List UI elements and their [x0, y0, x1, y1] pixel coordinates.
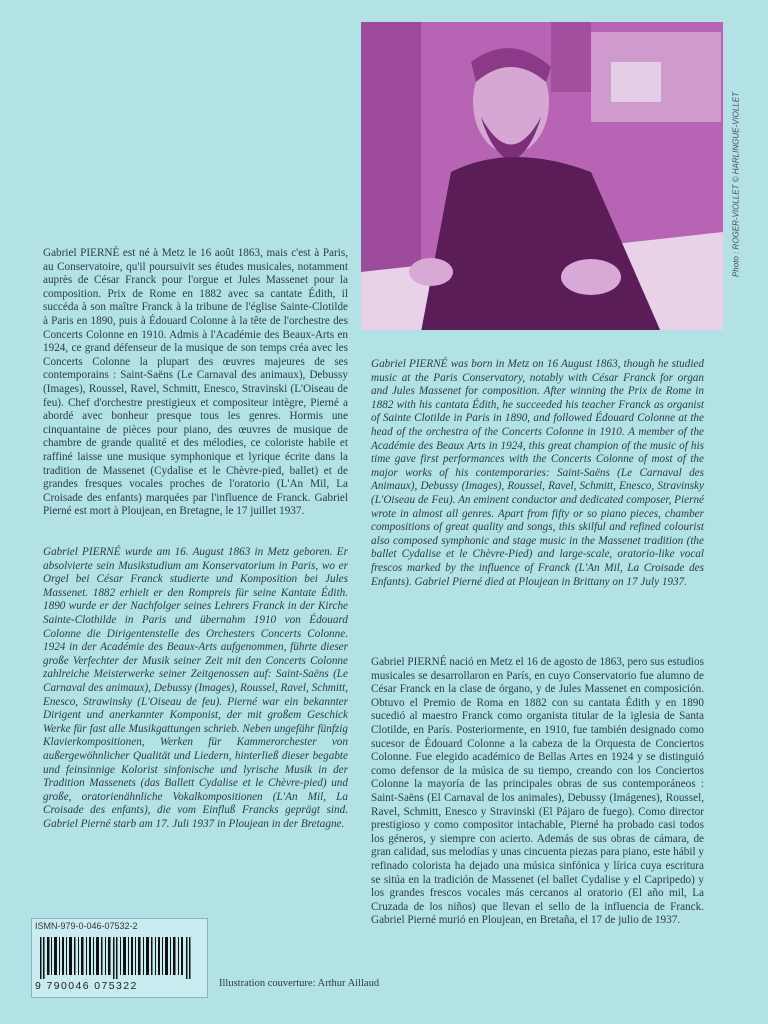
spanish-biography: Gabriel PIERNÉ nació en Metz el 16 de agosto de 1863, pero sus estudios musicales se desarrollaron en París, en cuyo Conservatorio fue alumno de César Franck en la clase de órgano, y de Jules Massenet en composición. Obtuvo el Premio de Roma en 1882 con su cantata Édith y en 1890 sucedió al maestro Franck como organista titular de la iglesia de Santa Clotilde, en París. Posteriormente, en 1910, fue también designado como sucesor de Édouard Colonne a la cabeza de la Orquesta de Conciertos Colonne. Fue elegido académico de Bellas Artes en 1924 y se distinguió como defensor de la música de su tiempo, creando con los Conciertos Colonne la mayoría de las principales obras de sus contemporáneos : Saint-Saëns (El Carnaval de los animales), Debussy (Imágenes), Roussel, Ravel, Schmitt, Enesco y Stravinski (El Pájaro de fuego). Como director prestigioso y como compositor intachable, Pierné ha probado casi todos los géneros, y siempre con acierto. Además de sus obras de cámara, de gran calidad, sus melodías y unas cincuenta piezas para piano, este hábil y refinado colorista ha dejado una música sinfónica y lírica cuya escritura se sitúa en la tradición de Massenet (el ballet Cydalise y el Capripedo) y los grandes frescos vocales más cercanos al oratorio (El año mil, La Cruzada de los niños) que llevan el sello de la influencia de Franck. Gabriel Pierné murió en Ploujean, en Bretaña, el 17 de julio de 1937. — [371, 656, 704, 927]
barcode-box — [31, 918, 208, 998]
german-biography: Gabriel PIERNÉ wurde am 16. August 1863 in Metz geboren. Er absolvierte sein Musikstudium am Konservatorium in Paris, wo er Orgel bei César Franck studierte und Komposition bei Jules Massenet. 1882 erhielt er den Rompreis für seine Kantate Édith. 1890 wurde er der Nachfolger seines Lehrers Franck in der Kirche Sainte-Clothilde in Paris und übernahm 1910 von Édouard Colonne die Dirigentenstelle des Orchesters Concerts Colonne. 1924 in der Académie des Beaux-Arts aufgenommen, führte dieser große Verfechter der Musik seiner Zeit mit den Concerts Colonne zahlreiche Meisterwerke seiner Zeitgenossen auf: Saint-Saëns (Le Carnaval des animaux), Debussy (Images), Roussel, Ravel, Schmitt, Enesco, Strawinsky (L'Oiseau de feu). Pierné war ein bekannter Dirigent und anerkannter Komponist, der mit großem Geschick Werke für fast alle Musikgattungen schrieb. Neben ungefähr fünfzig Klavierkompositionen, Werken für Kammerorchester von außergewöhnlicher Qualität und Liedern, hinterließ dieser begabte und feinsinnige Kolorist sinfonische und lyrische Musik in der Tradition Massenets (das Ballett Cydalise et le Chèvre-pied) und große, oratorienähnliche Vokalkompositionen (L'An Mil, La Croisade des enfants), die vom Einfluß Francks geprägt sind. Gabriel Pierné starb am 17. Juli 1937 in Ploujean in der Bretagne. — [43, 546, 348, 830]
cover-illustration-credit: Illustration couverture: Arthur Aillaud — [219, 978, 380, 989]
barcode-icon — [38, 937, 198, 979]
french-biography: Gabriel PIERNÉ est né à Metz le 16 août 1863, mais c'est à Paris, au Conservatoire, qu'il poursuivit ses études musicales, notamment auprès de César Franck pour l'orgue et Jules Massenet pour la composition. Prix de Rome en 1882 avec sa cantate Édith, il succéda à son maître Franck à la tribune de l'église Sainte-Clotilde à Paris en 1890, puis à Édouard Colonne à la tête de l'orchestre des Concerts Colonne en 1910. Admis à l'Académie des Beaux-Arts en 1924, ce grand défenseur de la musique de son temps créa avec les Concerts Colonne la plupart des œuvres majeures de ses contemporains : Saint-Saëns (Le Carnaval des animaux), Debussy (Images), Roussel, Ravel, Schmitt, Enesco, Stravinski (L'Oiseau de feu). Chef d'orchestre prestigieux et compositeur intègre, Pierné a abordé avec bonheur presque tous les genres. Hormis une cinquantaine de pièces pour piano, des œuvres de musique de chambre de grande qualité et des mélodies, ce coloriste habile et raffiné laisse une musique symphonique et lyrique écrite dans la tradition de Massenet (Cydalise et le Chèvre-pied, ballet) et de grandes fresques vocales proches de l'oratorio (L'An Mil, La Croisade des enfants) marquées par l'influence de Franck. Gabriel Pierné est mort à Ploujean, en Bretagne, le 17 juillet 1937. — [43, 247, 348, 518]
ismn-number: ISMN-979-0-046-07532-2 — [35, 921, 138, 931]
portrait-photo — [361, 22, 723, 330]
english-biography: Gabriel PIERNÉ was born in Metz on 16 August 1863, though he studied music at the Paris Conservatory, notably with César Franck for organ and Jules Massenet for composition. After winning the Prix de Rome in 1882 with his cantata Édith, he succeeded his teacher Franck as organist of Sainte Clotilde in Paris in 1890, and followed Édouard Colonne at the head of the orchestra of the Concerts Colonne in 1910. A member of the Académie des Beaux Arts in 1924, this great champion of the music of his time gave first performances with the Concerts Colonne of most of the major works of his contemporaries: Saint-Saëns (Le Carnaval des Animaux), Debussy (Images), Roussel, Ravel, Schmitt, Enesco, Stravinsky (L'Oiseau de Feu). An eminent conductor and dedicated composer, Pierné wrote in almost all genres. Apart from fifty or so piano pieces, chamber compositions of great quality and songs, this skilful and refined colourist also composed symphonic and stage music in the Massenet tradition (the ballet Cydalise et le Chèvre-Pied) and large-scale, oratorio-like vocal frescos marked by the influence of Franck (L'An Mil, La Croisade des Enfants). Gabriel Pierné died at Ploujean in Brittany on 17 July 1937. — [371, 358, 704, 588]
photo-credit: Photo : ROGER-VIOLLET © HARLINGUE-VIOLLET — [731, 91, 741, 278]
barcode-digits: 9 790046 075322 — [35, 980, 138, 992]
